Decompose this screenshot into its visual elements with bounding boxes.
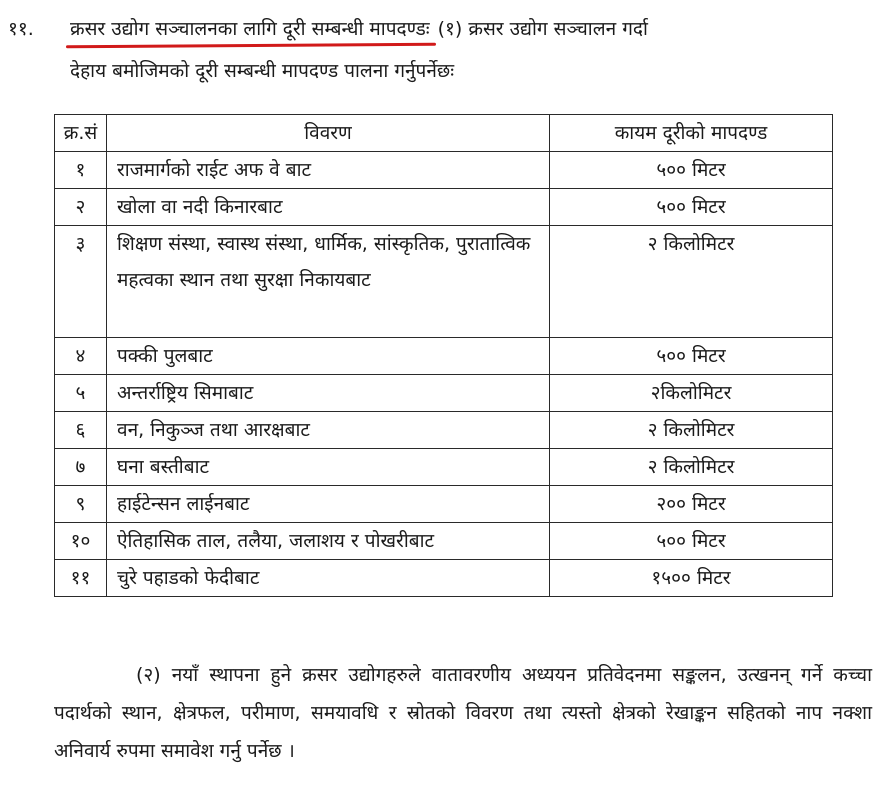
- row-distance: १५०० मिटर: [550, 560, 833, 597]
- table-header-row: [55, 115, 833, 152]
- row-description: हाईटेन्सन लाईनबाट: [107, 486, 550, 523]
- row-serial: ३: [55, 226, 107, 338]
- table-row: [55, 523, 833, 560]
- row-description: शिक्षण संस्था, स्वास्थ संस्था, धार्मिक, सांस्कृतिक, पुरातात्विक महत्वका स्थान तथा सुरक्षा निकायबाट: [107, 226, 550, 338]
- paragraph-2: (२) नयाँ स्थापना हुने क्रसर उद्योगहरुले वातावरणीय अध्ययन प्रतिवेदनमा सङ्कलन, उत्खनन् गर्ने कच्चा पदार्थको स्थान, क्षेत्रफल, परीमाण, समयावधि र स्रोतको विवरण तथा त्यस्तो क्षेत्रको रेखाङ्कन सहितको नाप नक्शा अनिवार्य रुपमा समावेश गर्नु पर्नेछ ।: [54, 664, 872, 762]
- row-distance: २ किलोमिटर: [550, 412, 833, 449]
- row-serial: १०: [55, 523, 107, 560]
- row-description: पक्की पुलबाट: [107, 338, 550, 375]
- row-description: घना बस्तीबाट: [107, 449, 550, 486]
- header-description: विवरण: [107, 115, 550, 152]
- section-number: ११.: [8, 18, 34, 40]
- row-serial: २: [55, 189, 107, 226]
- row-description: अन्तर्राष्ट्रिय सिमाबाट: [107, 375, 550, 412]
- row-distance: २०० मिटर: [550, 486, 833, 523]
- row-distance: २किलोमिटर: [550, 375, 833, 412]
- section-heading-line: [8, 14, 882, 44]
- table-row: [55, 449, 833, 486]
- section-intro-line2: देहाय बमोजिमको दूरी सम्बन्धी मापदण्ड पालना गर्नुपर्नेछः: [70, 60, 455, 82]
- table-row: [55, 338, 833, 375]
- row-description: खोला वा नदी किनारबाट: [107, 189, 550, 226]
- row-distance: ५०० मिटर: [550, 152, 833, 189]
- section-title: क्रसर उद्योग सञ्चालनका लागि दूरी सम्बन्धी मापदण्डः: [70, 14, 430, 44]
- row-serial: १: [55, 152, 107, 189]
- table-row: [55, 226, 833, 338]
- row-serial: ११: [55, 560, 107, 597]
- row-description: ऐतिहासिक ताल, तलैया, जलाशय र पोखरीबाट: [107, 523, 550, 560]
- row-distance: ५०० मिटर: [550, 189, 833, 226]
- row-distance: ५०० मिटर: [550, 338, 833, 375]
- row-serial: ९: [55, 486, 107, 523]
- table-row: [55, 412, 833, 449]
- row-distance: २ किलोमिटर: [550, 449, 833, 486]
- table-row: [55, 560, 833, 597]
- row-distance: ५०० मिटर: [550, 523, 833, 560]
- table-row: [55, 189, 833, 226]
- table-row: [55, 152, 833, 189]
- row-description: वन, निकुञ्ज तथा आरक्षबाट: [107, 412, 550, 449]
- row-serial: ४: [55, 338, 107, 375]
- header-distance-standard: कायम दूरीको मापदण्ड: [550, 115, 833, 152]
- table-row: [55, 375, 833, 412]
- row-distance: २ किलोमिटर: [550, 226, 833, 338]
- header-serial: क्र.सं: [55, 115, 107, 152]
- table-row: [55, 486, 833, 523]
- row-serial: ६: [55, 412, 107, 449]
- row-serial: ७: [55, 449, 107, 486]
- section-intro-line1: (१) क्रसर उद्योग सञ्चालन गर्दा: [437, 18, 648, 40]
- row-description: चुरे पहाडको फेदीबाट: [107, 560, 550, 597]
- distance-standards-table: [54, 114, 833, 597]
- row-description: राजमार्गको राईट अफ वे बाट: [107, 152, 550, 189]
- row-serial: ५: [55, 375, 107, 412]
